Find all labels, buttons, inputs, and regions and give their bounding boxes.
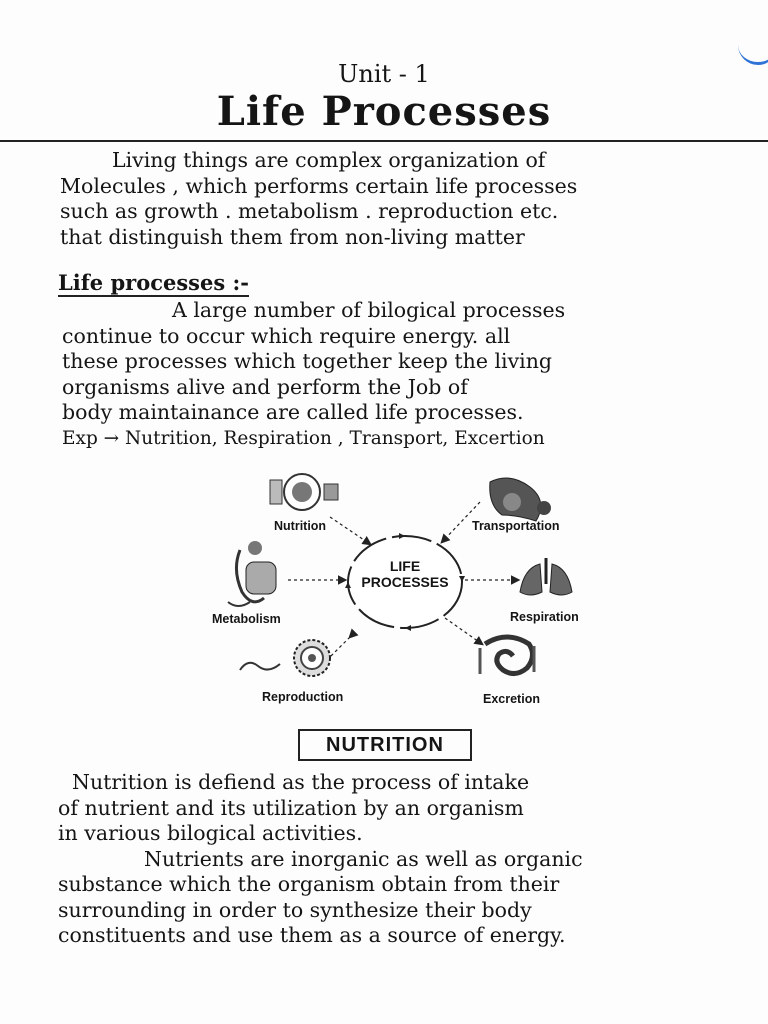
paragraph-line: body maintainance are called life processes. xyxy=(62,400,524,424)
nutrition-line: Nutrition is defiend as the process of intake xyxy=(72,770,530,794)
unit-label: Unit - 1 xyxy=(338,60,430,88)
nutrition-paragraph xyxy=(58,770,738,949)
page-title: Life Processes xyxy=(216,88,552,135)
label-reproduction: Reproduction xyxy=(262,690,344,704)
diagram-center-label: LIFE PROCESSES xyxy=(361,558,449,590)
paragraph-line: continue to occur which require energy. all xyxy=(62,323,511,348)
digestive-system-icon xyxy=(228,541,276,606)
intro-line: such as growth . metabolism . reproduction etc. xyxy=(60,199,559,223)
lungs-icon xyxy=(520,558,572,595)
intro-line: Molecules , which performs certain life processes xyxy=(60,173,578,198)
nutrition-line: constituents and use them as a source of energy. xyxy=(58,923,566,947)
paragraph-line: organisms alive and perform the Job of xyxy=(62,374,468,399)
life-processes-heading xyxy=(58,270,249,295)
intestines-icon xyxy=(480,637,534,674)
heart-icon xyxy=(490,478,551,521)
intro-line: that distinguish them from non-living matter xyxy=(60,224,525,249)
intro-paragraph xyxy=(60,148,730,250)
label-excretion: Excretion xyxy=(483,692,540,706)
nutrition-line: in various bilogical activities. xyxy=(58,821,363,845)
life-processes-heading-text: Life processes :- xyxy=(58,270,249,295)
intro-line: Living things are complex organization of xyxy=(112,148,546,172)
nutrition-line: substance which the organism obtain from their xyxy=(58,872,560,896)
label-transportation: Transportation xyxy=(472,519,560,533)
nutrition-line: of nutrient and its utilization by an organism xyxy=(58,795,524,820)
title-divider xyxy=(0,140,768,142)
label-metabolism: Metabolism xyxy=(212,612,281,626)
nutrition-line: Nutrients are inorganic as well as organic xyxy=(144,846,583,871)
nutrition-line: surrounding in order to synthesize their body xyxy=(58,897,532,922)
label-nutrition: Nutrition xyxy=(274,519,327,533)
nutrition-heading: NUTRITION xyxy=(298,729,472,761)
nutrition-icon xyxy=(270,474,338,510)
examples-line: Exp → Nutrition, Respiration , Transport, Excertion xyxy=(62,427,545,449)
life-processes-paragraph xyxy=(62,298,742,451)
life-processes-diagram xyxy=(200,462,590,712)
label-respiration: Respiration xyxy=(510,610,579,624)
paragraph-line: A large number of bilogical processes xyxy=(172,298,566,322)
egg-cell-icon xyxy=(240,640,330,676)
paragraph-line: these processes which together keep the living xyxy=(62,349,553,373)
